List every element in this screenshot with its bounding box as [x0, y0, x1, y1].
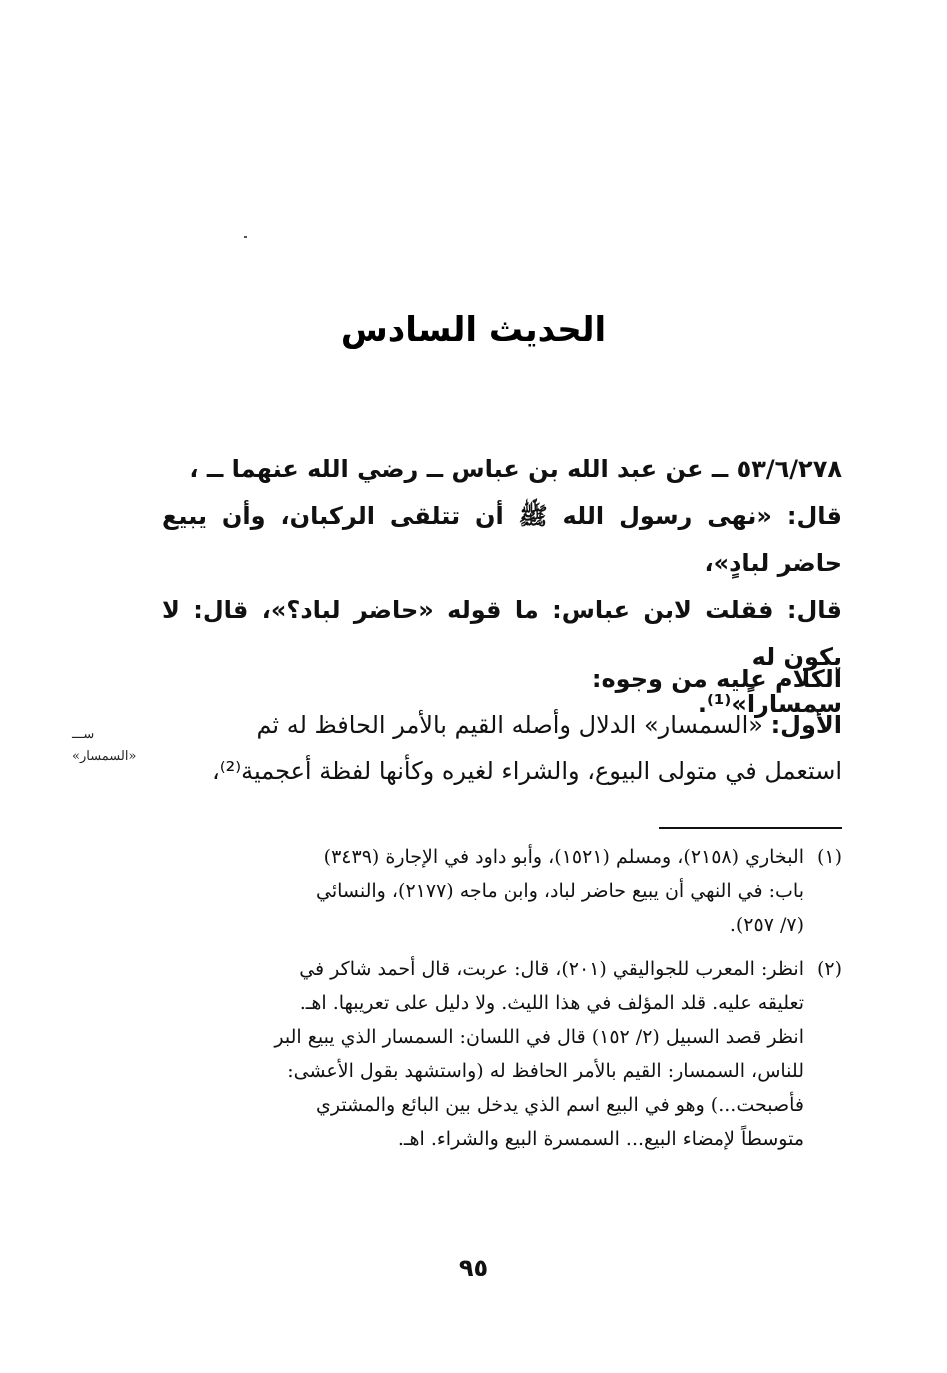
- footnote-line: للناس، السمسار: القيم بالأمر الحافظ له (واستشهد بقول الأعشى:: [287, 1060, 804, 1082]
- footnote-line: باب: في النهي أن يبيع حاضر لباد، وابن ماجه (٢١٧٧)، والنسائي: [316, 880, 804, 902]
- discussion-section: [162, 656, 842, 794]
- footnote-number: (٢): [816, 958, 842, 980]
- footnote-line: (٧/ ٢٥٧).: [729, 914, 804, 936]
- point-label: الأول:: [770, 711, 842, 739]
- footnote-number: (١): [816, 846, 842, 868]
- stray-ink-mark: [244, 236, 247, 238]
- footnote-line: انظر قصد السبيل (٢/ ١٥٢) قال في اللسان: السمسار الذي يبيع البر: [274, 1026, 804, 1048]
- footnote-line: البخاري (٢١٥٨)، ومسلم (١٥٢١)، وأبو داود في الإجارة (٣٤٣٩): [323, 846, 804, 868]
- footnote-line: تعليقه عليه. قلد المؤلف في هذا الليث. ولا دليل على تعريبها. اهـ.: [299, 992, 804, 1014]
- hadith-line: قال: «نهى رسول الله ﷺ أن تتلقى الركبان، وأن يبيع حاضر لبادٍ»،: [162, 502, 842, 577]
- footnote-line: فأصبحت...) وهو في البيع اسم الذي يدخل بين البائع والمشتري: [315, 1094, 804, 1116]
- discussion-heading: الكلام عليه من وجوه:: [591, 665, 842, 693]
- hadith-line: ٥٣/٦/٢٧٨ ــ عن عبد الله بن عباس ــ رضي الله عنهما ــ ،: [189, 455, 842, 483]
- footnote-2: [167, 952, 842, 1156]
- footnote-line: متوسطاً لإمضاء البيع... السمسرة البيع والشراء. اهـ.: [397, 1128, 804, 1150]
- footnote-line: انظر: المعرب للجواليقي (٢٠١)، قال: عربت، قال أحمد شاكر في: [299, 958, 804, 980]
- margin-note-top: ســـ: [72, 727, 95, 742]
- footnotes: [167, 840, 842, 1156]
- hadith-line: سمساراً»⁽¹⁾.: [697, 690, 842, 718]
- page-title: الحديث السادس: [340, 310, 607, 350]
- page-number: ٩٥: [458, 1254, 489, 1282]
- discussion-paragraph: استعمل في متولى البيوع، والشراء لغيره وكأنها لفظة أعجمية⁽²⁾،: [211, 757, 842, 785]
- footnote-separator: [659, 827, 842, 829]
- discussion-paragraph: [162, 702, 842, 748]
- discussion-text: «السمسار» الدلال وأصله القيم بالأمر الحافظ له ثم: [256, 711, 763, 739]
- hadith-line: قال: فقلت لابن عباس: ما قوله «حاضر لباد؟»، قال: لا يكون له: [162, 596, 842, 671]
- footnote-1: [167, 840, 842, 942]
- margin-note-bottom: «السمسار»: [72, 749, 137, 764]
- margin-note: [72, 724, 152, 768]
